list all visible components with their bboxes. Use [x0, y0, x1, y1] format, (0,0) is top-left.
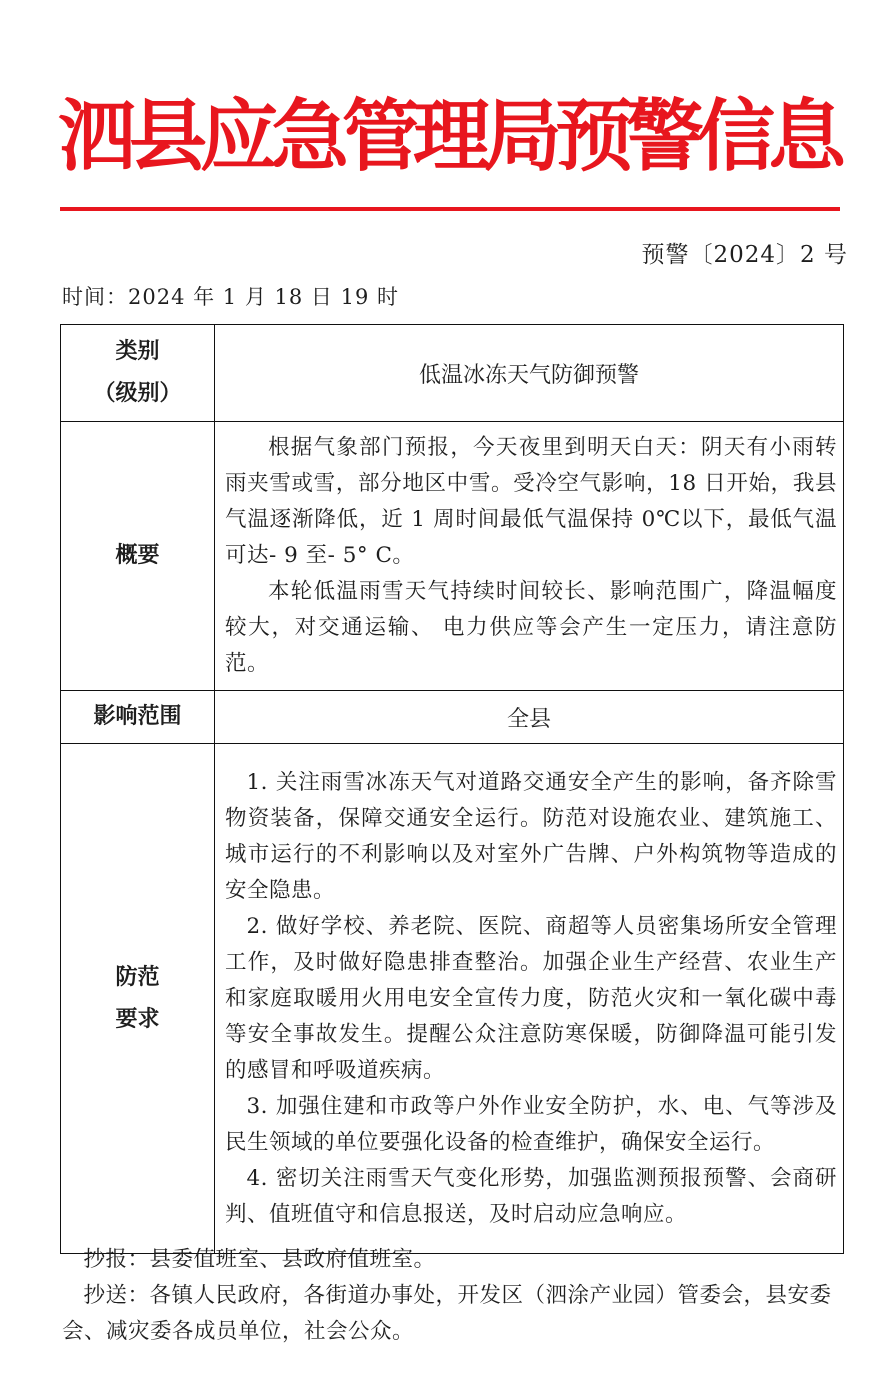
requirement-item: 2. 做好学校、养老院、医院、商超等人员密集场所安全管理工作，及时做好隐患排查整治。加强企业生产经营、农业生产和家庭取暖用火用电安全宣传力度，防范火灾和一氧化碳中毒等安全事故发生。提醒公众注意防寒保暖，防御降温可能引发的感冒和呼吸道疾病。 — [225, 913, 837, 1083]
warning-table — [60, 324, 844, 1254]
requirements-label-line2: 要求 — [115, 1006, 160, 1032]
issue-time: 时间：2024 年 1 月 18 日 19 时 — [62, 285, 399, 309]
summary-content — [215, 422, 844, 691]
category-label-line2: （级别） — [93, 381, 182, 406]
report-to-line: 抄报：县委值班室、县政府值班室。 — [83, 1247, 436, 1272]
summary-paragraph: 根据气象部门预报，今天夜里到明天白天：阴天有小雨转雨夹雪或雪，部分地区中雪。受冷空气影响，18 日开始，我县气温逐渐降低，近 1 周时间最低气温保持 0℃以下，最低气温可达- 9 至- 5° C。 — [225, 435, 837, 568]
red-divider-line — [60, 207, 840, 211]
distribution-footer — [62, 1242, 852, 1350]
scope-row — [61, 691, 844, 744]
requirements-row — [61, 744, 844, 1254]
scope-label: 影响范围 — [61, 691, 215, 744]
category-label-line1: 类别 — [115, 339, 160, 364]
summary-row — [61, 422, 844, 691]
summary-label: 概要 — [61, 422, 215, 691]
requirements-label — [61, 744, 215, 1254]
requirements-content — [215, 744, 844, 1254]
summary-paragraph: 本轮低温雨雪天气持续时间较长、影响范围广，降温幅度较大，对交通运输、 电力供应等会产生一定压力，请注意防范。 — [225, 579, 837, 676]
requirement-item: 4. 密切关注雨雪天气变化形势，加强监测预报预警、会商研判、值班值守和信息报送，及时启动应急响应。 — [225, 1165, 837, 1227]
requirements-label-line1: 防范 — [115, 964, 160, 990]
document-number: 预警〔2024〕2 号 — [641, 242, 848, 268]
category-row — [61, 325, 844, 422]
requirement-item: 3. 加强住建和市政等户外作业安全防护，水、电、气等涉及民生领域的单位要强化设备的检查维护，确保安全运行。 — [225, 1093, 837, 1155]
scope-value: 全县 — [215, 691, 844, 744]
document-title: 泗县应急管理局预警信息 — [58, 92, 840, 182]
copy-to-line: 抄送：各镇人民政府，各街道办事处，开发区（泗涂产业园）管委会，县安委会、减灾委各成员单位，社会公众。 — [62, 1283, 832, 1344]
category-value: 低温冰冻天气防御预警 — [215, 325, 844, 422]
requirement-item: 1. 关注雨雪冰冻天气对道路交通安全产生的影响，备齐除雪物资装备，保障交通安全运行。防范对设施农业、建筑施工、城市运行的不利影响以及对室外广告牌、户外构筑物等造成的安全隐患。 — [225, 769, 837, 903]
category-label — [61, 325, 215, 422]
